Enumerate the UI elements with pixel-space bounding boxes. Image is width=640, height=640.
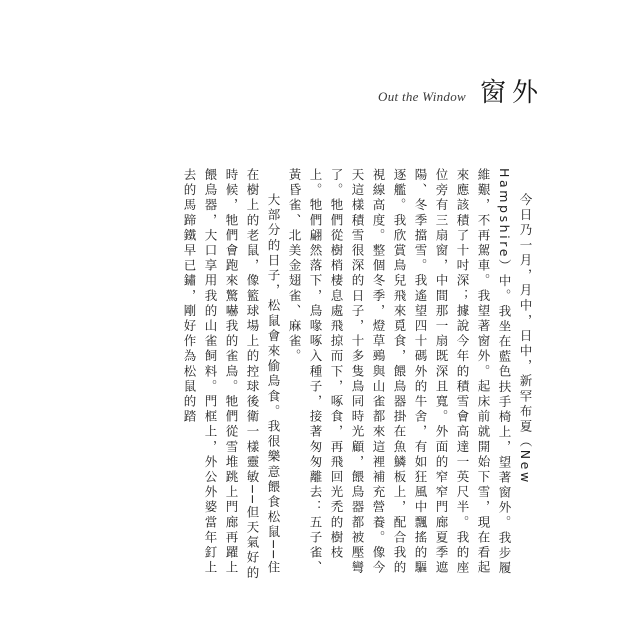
chapter-body [106, 168, 536, 588]
chapter-header [378, 72, 544, 109]
chapter-title-english: Out the Window [378, 89, 466, 104]
chapter-title-chinese: 窗外 [479, 78, 544, 108]
paragraph: 大部分的日子，松鼠會來偷鳥食。我很樂意餵食松鼠──住在樹上的老鼠，像籃球場上的控球後衛一樣靈敏──但天氣好的時候，牠們會跑來驚嚇我的雀鳥。牠們從雪堆跳上門廊再躍上餵鳥器，大口享用我的山雀飼料。門框上，外公外婆當年釘上去的馬蹄鐵早已鏽，剛好作為松鼠的踏 [182, 168, 281, 581]
paragraph: 今日乃一月，月中，日中，新罕布夏（New Hampshire）中。我坐在藍色扶手椅上，望著窗外。我步履維艱，不再駕車。我望著窗外。起床前就開始下雪，現在看起來應該積了十吋深；據說今年的積雪會高達一英尺半。我的座位旁有三扇窗，中間那一扇既深且寬。外面的窄窄門廊夏季遮陽、冬季擋雪。我遙望四十碼外的牛舍，有如狂風中飄搖的驅逐艦。我欣賞鳥兒飛來覓食，餵鳥器掛在魚鱗板上，配合我的視線高度。整個冬季，燈草鵐與山雀都來這裡補充營養。像今天這樣積雪很深的日子，十多隻鳥同時光顧，餵鳥器都被壓彎了。牠們從樹梢棲息處飛掠而下，啄食，再飛回光禿的樹枝上。牠們翩然落下，鳥喙啄入種子，接著匆匆離去：五子雀、黃昏雀、北美金翅雀、麻雀。 [287, 168, 533, 577]
